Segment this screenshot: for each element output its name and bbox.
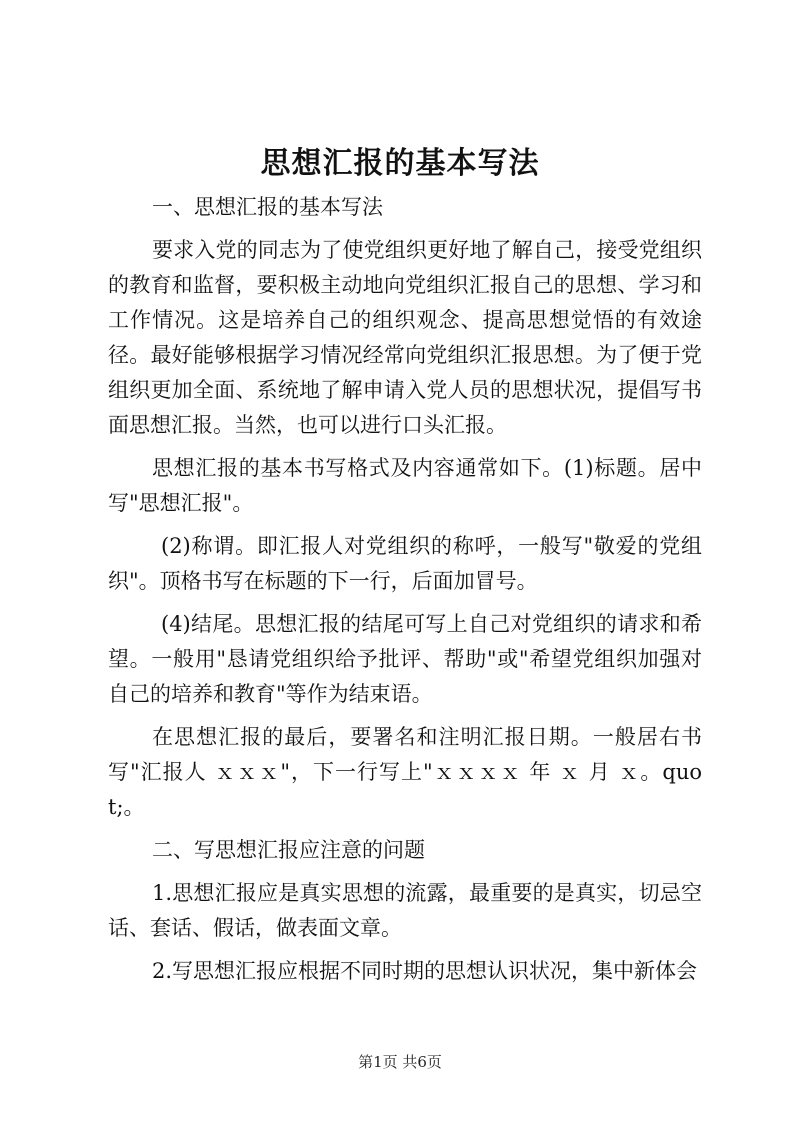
page-number-footer: 第1页 共6页 [358,1053,442,1071]
document-title: 思想汇报的基本写法 [260,146,540,181]
body-paragraph: 思想汇报的基本书写格式及内容通常如下。(1)标题。居中写"思想汇报"。 [108,456,702,515]
body-paragraph: (2)称谓。即汇报人对党组织的称呼，一般写"敬爱的党组织"。顶格书写在标题的下一行，后面加冒号。 [108,534,702,593]
document-body [108,190,702,997]
body-paragraph: (4)结尾。思想汇报的结尾可写上自己对党组织的请求和希望。一般用"恳请党组织给予批评、帮助"或"希望党组织加强对自己的培养和教育"等作为结束语。 [108,612,702,706]
section-heading-2: 二、写思想汇报应注意的问题 [152,838,425,862]
body-paragraph: 2.写思想汇报应根据不同时期的思想认识状况，集中新体会 [152,959,698,983]
section-heading-1: 一、思想汇报的基本写法 [152,195,383,219]
body-paragraph: 在思想汇报的最后，要署名和注明汇报日期。一般居右书写"汇报人 ｘｘｘ"，下一行写上"ｘｘｘｘ 年 ｘ 月 ｘ。quot;。 [108,725,702,819]
body-paragraph: 要求入党的同志为了使党组织更好地了解自己，接受党组织的教育和监督，要积极主动地向党组织汇报自己的思想、学习和工作情况。这是培养自己的组织观念、提高思想觉悟的有效途径。最好能够根据学习情况经常向党组织汇报思想。为了便于党组织更加全面、系统地了解申请入党人员的思想状况，提倡写书面思想汇报。当然，也可以进行口头汇报。 [108,238,702,437]
body-paragraph: 1.思想汇报应是真实思想的流露，最重要的是真实，切忌空话、套话、假话，做表面文章。 [108,881,702,940]
